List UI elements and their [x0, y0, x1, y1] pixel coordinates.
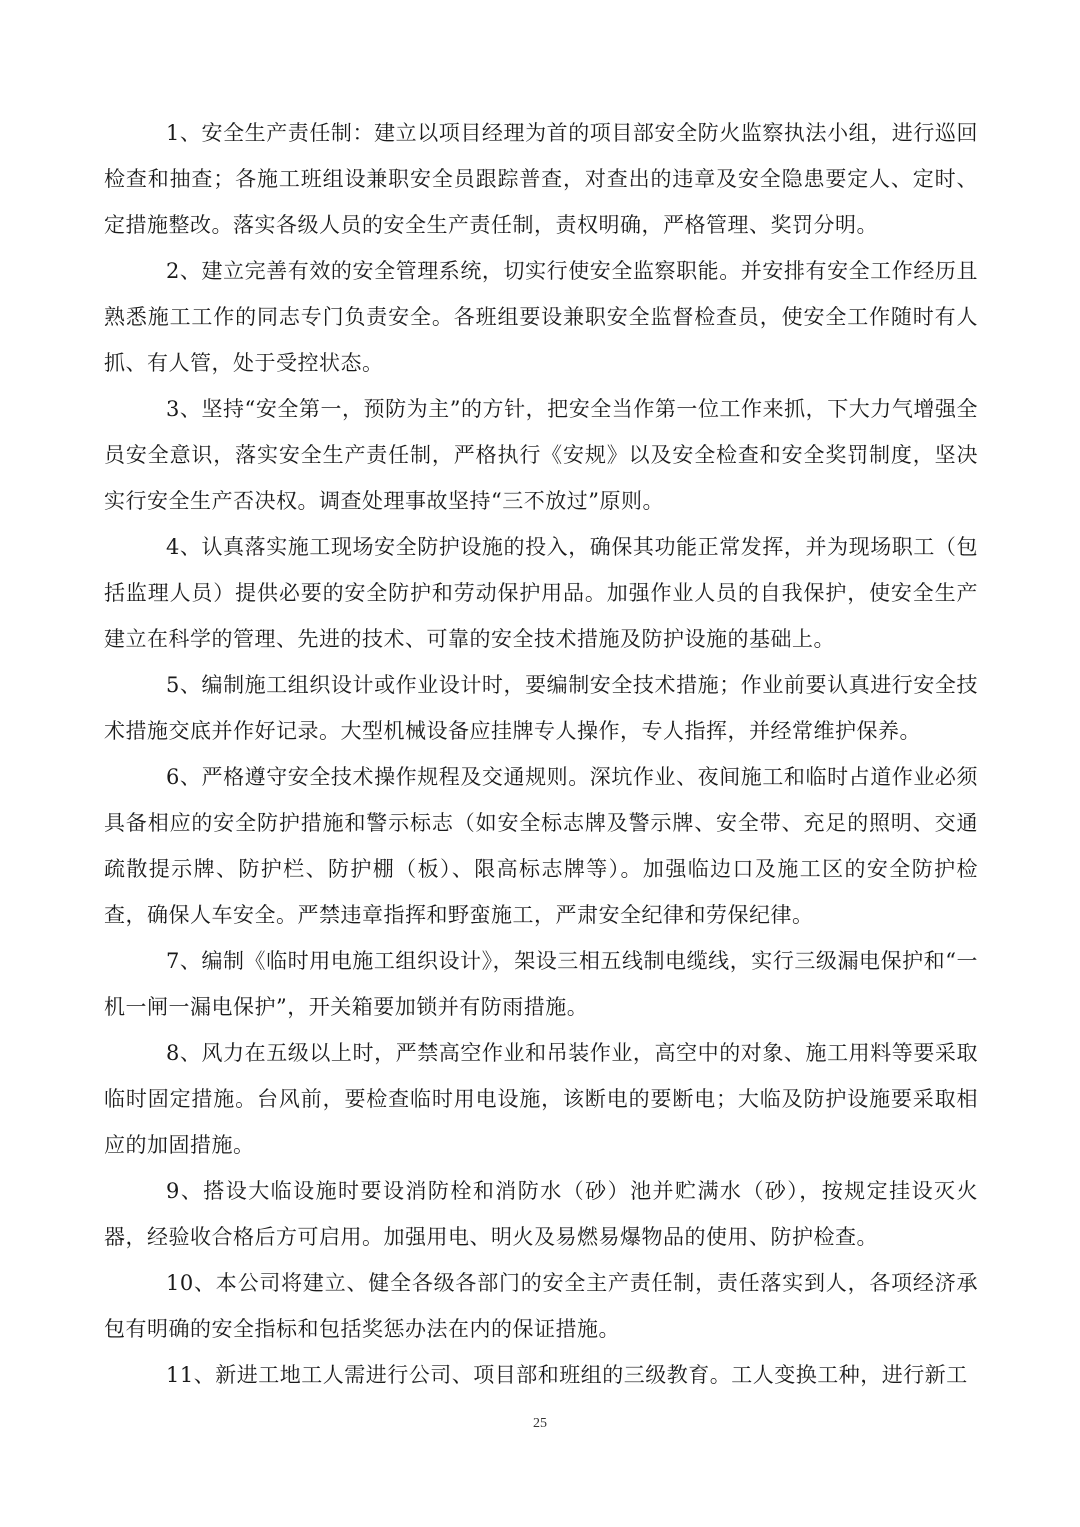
paragraph-7: 7、编制《临时用电施工组织设计》，架设三相五线制电缆线，实行三级漏电保护和“一机一闸一漏电保护”，开关箱要加锁并有防雨措施。: [104, 949, 978, 1019]
paragraph-5: 5、编制施工组织设计或作业设计时，要编制安全技术措施；作业前要认真进行安全技术措施交底并作好记录。大型机械设备应挂牌专人操作，专人指挥，并经常维护保养。: [104, 673, 978, 743]
document-body: [104, 110, 978, 1398]
paragraph-8: 8、风力在五级以上时，严禁高空作业和吊装作业，高空中的对象、施工用料等要采取临时固定措施。台风前，要检查临时用电设施，该断电的要断电；大临及防护设施要采取相应的加固措施。: [104, 1041, 978, 1157]
paragraph-1: 1、安全生产责任制：建立以项目经理为首的项目部安全防火监察执法小组，进行巡回检查和抽查；各施工班组设兼职安全员跟踪普查，对查出的违章及安全隐患要定人、定时、定措施整改。落实各级人员的安全生产责任制，责权明确，严格管理、奖罚分明。: [104, 121, 978, 237]
paragraph-4: 4、认真落实施工现场安全防护设施的投入，确保其功能正常发挥，并为现场职工（包括监理人员）提供必要的安全防护和劳动保护用品。加强作业人员的自我保护，使安全生产建立在科学的管理、先进的技术、可靠的安全技术措施及防护设施的基础上。: [104, 535, 978, 651]
page-number: 25: [533, 1416, 547, 1431]
paragraph-9: 9、搭设大临设施时要设消防栓和消防水（砂）池并贮满水（砂），按规定挂设灭火器，经验收合格后方可启用。加强用电、明火及易燃易爆物品的使用、防护检查。: [104, 1179, 978, 1249]
paragraph-10: 10、本公司将建立、健全各级各部门的安全主产责任制，责任落实到人，各项经济承包有明确的安全指标和包括奖惩办法在内的保证措施。: [104, 1271, 978, 1341]
paragraph-3: 3、坚持“安全第一，预防为主”的方针，把安全当作第一位工作来抓，下大力气增强全员安全意识，落实安全生产责任制，严格执行《安规》以及安全检查和安全奖罚制度，坚决实行安全生产否决权。调查处理事故坚持“三不放过”原则。: [104, 397, 978, 513]
paragraph-2: 2、建立完善有效的安全管理系统，切实行使安全监察职能。并安排有安全工作经历且熟悉施工工作的同志专门负责安全。各班组要设兼职安全监督检查员，使安全工作随时有人抓、有人管，处于受控状态。: [104, 259, 978, 375]
paragraph-6: 6、严格遵守安全技术操作规程及交通规则。深坑作业、夜间施工和临时占道作业必须具备相应的安全防护措施和警示标志（如安全标志牌及警示牌、安全带、充足的照明、交通疏散提示牌、防护栏、防护棚（板）、限高标志牌等）。加强临边口及施工区的安全防护检查，确保人车安全。严禁违章指挥和野蛮施工，严肃安全纪律和劳保纪律。: [104, 765, 978, 927]
paragraph-11: 11、新进工地工人需进行公司、项目部和班组的三级教育。工人变换工种，进行新工: [166, 1363, 968, 1387]
